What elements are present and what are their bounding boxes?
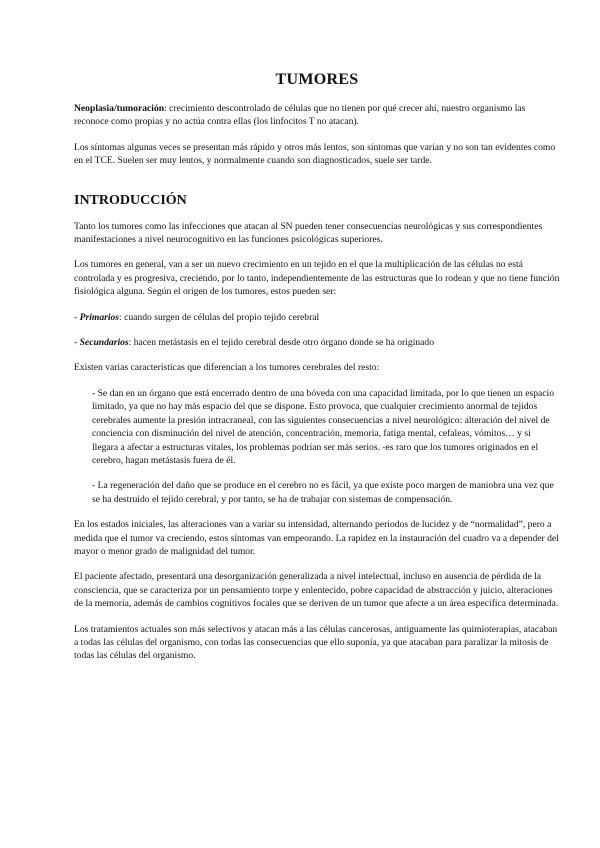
primarios-term: Primarios [79,311,120,323]
characteristic-item-regeneracion: - La regeneración del daño que se produce en el cerebro no es fácil, ya que existe poco margen de maniobra una vez que se ha destruido el tejido cerebral, y por tanto, se ha de trabajar con sistemas de compensación. [92,480,554,505]
characteristic-item-boveda: - Se dan en un órgano que está encerrado dentro de una bóveda con una capacidad limitada, por lo que tienen un espacio limitado, ya que no hay más espacio del que se dispone. Esto provoca, que cualquier crecimiento anormal de tejidos cerebrales aumente la presión intracraneal, con las siguientes consecuencias a nivel neurológico: alteración del nivel de conciencia con disminución del nivel de atención, concentración, memoria, fatiga mental, cefaleas, vómitos… y si llegara a afectar a estructuras vitales, los problemas podrían ser más serios. -es raro que los tumores originados en el cerebro, hagan metástasis fuera de él. [92,387,555,466]
document-page [74,70,560,675]
section-spacer [74,180,560,192]
list-dash: - [74,337,80,349]
paragraph-treatments: Los tratamientos actuales son más selectivos y atacan más a las células cancerosas, antiguamente las quimioterapias, atacaban a todas las células del organismo, con todas las consecuencias que ello suponía, ya que atacaban para paralizar la mitosis de todas las células del organismo. [74,623,558,662]
paragraph-initial-states: En los estados iniciales, las alteraciones van a variar su intensidad, alternando periodos de lucidez y de “normalidad”, pero a medida que el tumor va creciendo, estos síntomas van empeorando. La rapidez en la instauración del cuadro va a depender del mayor o menor grado de malignidad del tumor. [74,519,559,557]
symptoms-paragraph: Los síntomas algunas veces se presentan más rápido y otros más lentos, son síntomas que varían y no son tan evidentes como en el TCE. Suelen ser muy lentos, y normalmente cuando son diagnosticados, suele ser tarde. [74,141,556,167]
document-title: TUMORES [275,71,359,88]
neoplasia-definition-text: : crecimiento descontrolado de células que no tienen por qué crecer ahí, nuestro organismo las reconoce como propias y no actúa contra ellas (los linfocitos T no atacan). [74,103,526,128]
section-heading-introduccion: INTRODUCCIÓN [74,192,187,208]
paragraph-infections: Tanto los tumores como las infecciones que atacan al SN pueden tener consecuencias neurológicas y sus correspondientes manifestaciones a nivel neurocognitivo en las funciones psicológicas superiores. [74,220,543,246]
list-item-primarios [74,311,560,324]
neoplasia-definition [74,102,560,129]
list-dash: - [74,311,80,323]
secundarios-text: : hacen metástasis en el tejido cerebral desde otro órgano donde se ha originado [128,337,435,349]
paragraph-tumors-general: Los tumores en general, van a ser un nuevo crecimiento en un tejido en el que la multiplicación de las células no está controlada y es progresiva, creciendo, por lo tanto, independientemente de las estructuras que lo rodean y que no tiene función fisiológica alguna. Según el origen de los tumores, estos pueden ser: [74,259,560,298]
primarios-text: : cuando surgen de células del propio tejido cerebral [119,311,320,323]
neoplasia-term: Neoplasia/tumoración [74,103,165,114]
list-item-secundarios [74,336,560,349]
secundarios-term: Secundarios [79,337,129,349]
paragraph-characteristics: Existen varias características que diferencian a los tumores cerebrales del resto: [74,362,380,374]
paragraph-patient: El paciente afectado, presentará una desorganización generalizada a nivel intelectual, incluso en ausencia de pérdida de la consciencia, que se caracteriza por un pensamiento torpe y enlentecido, pobre capacidad de abstracción y juicio, alteraciones de la memoria, además de cambios cognitivos focales que se deriven de un tumor que afecte a un área específica determinada. [74,571,559,610]
